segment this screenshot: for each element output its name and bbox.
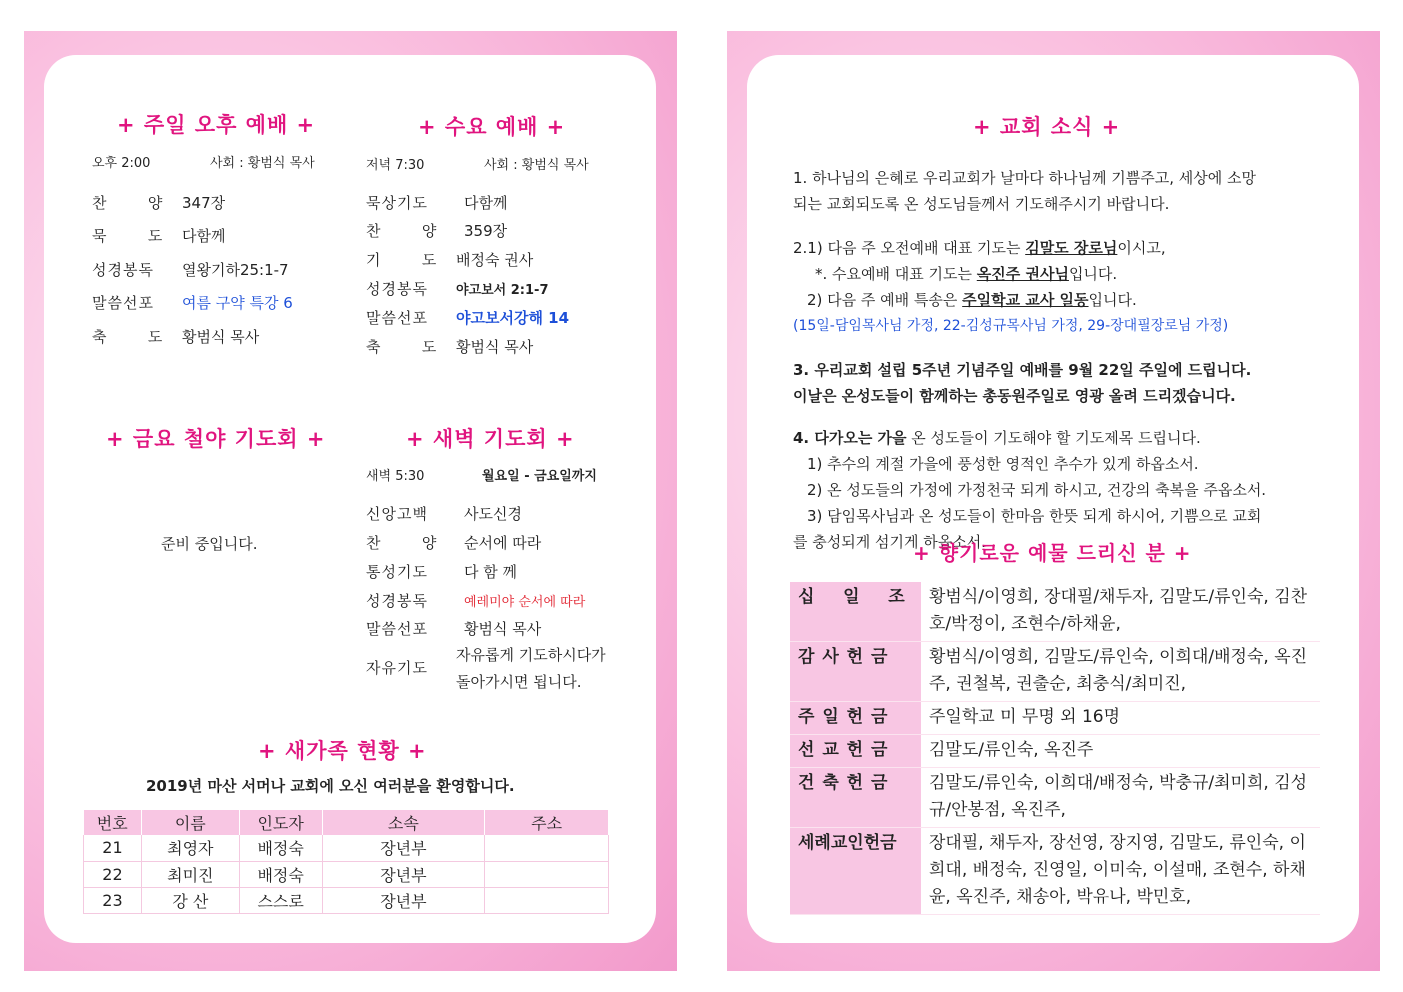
table-row <box>84 835 609 861</box>
table-row <box>790 702 1320 735</box>
sunday-pm-label-1: 찬 양 <box>92 194 164 212</box>
wednesday-value-2: 359장 <box>464 222 508 240</box>
dawn-label-2: 찬 양 <box>366 534 438 552</box>
table-row <box>790 642 1320 702</box>
new-family-title: + 새가족 현황 + <box>258 739 427 763</box>
news-line: 2.1) 다음 주 오전예배 대표 기도는 김말도 장로님이시고, <box>793 239 1166 257</box>
col-header-number: 번호 <box>84 810 142 835</box>
col-header-group: 소속 <box>322 810 485 835</box>
dawn-value-6b: 돌아가시면 됩니다. <box>456 673 582 691</box>
dawn-label-1: 신앙고백 <box>366 505 428 523</box>
offering-label: 선 교 헌 금 <box>790 735 921 768</box>
dawn-value-5: 황범식 목사 <box>464 620 542 638</box>
news-line: 를 충성되게 섬기게 하옵소서. <box>793 533 986 551</box>
dawn-value-2: 순서에 따라 <box>464 534 542 552</box>
cell-group: 장년부 <box>322 861 485 887</box>
dawn-value-1: 사도신경 <box>464 505 522 523</box>
cell-address <box>485 861 609 887</box>
cell-guide: 배정숙 <box>239 835 322 861</box>
news-line: 3) 담임목사님과 온 성도들이 한마음 한뜻 되게 하시어, 기쁨으로 교회 <box>807 507 1262 525</box>
cell-number: 23 <box>84 887 142 913</box>
cell-guide: 스스로 <box>239 887 322 913</box>
offering-label: 주 일 헌 금 <box>790 702 921 735</box>
news-item-4 <box>793 425 1323 555</box>
news-line: 이날은 온성도들이 함께하는 총동원주일로 영광 올려 드리겠습니다. <box>793 387 1236 405</box>
table-row <box>790 582 1320 642</box>
sunday-pm-label-2: 묵 도 <box>92 227 164 245</box>
wednesday-time: 저녁 7:30 <box>366 158 425 173</box>
offering-label: 세례교인헌금 <box>790 828 921 915</box>
dawn-label-6: 자유기도 <box>366 659 428 677</box>
offering-label: 감 사 헌 금 <box>790 642 921 702</box>
friday-note: 준비 중입니다. <box>161 535 258 553</box>
news-item-1 <box>793 165 1323 217</box>
cell-number: 21 <box>84 835 142 861</box>
news-title: + 교회 소식 + <box>973 115 1121 139</box>
dawn-value-3: 다 함 께 <box>464 563 518 581</box>
dawn-days: 월요일 - 금요일까지 <box>482 469 597 484</box>
table-row <box>790 735 1320 768</box>
cell-number: 22 <box>84 861 142 887</box>
cell-guide: 배정숙 <box>239 861 322 887</box>
table-row <box>790 828 1320 915</box>
dawn-label-4: 성경봉독 <box>366 592 428 610</box>
col-header-address: 주소 <box>485 810 609 835</box>
offering-value: 김말도/류인숙, 옥진주 <box>921 735 1320 768</box>
table-header-row <box>84 810 609 835</box>
cell-name: 강 산 <box>141 887 239 913</box>
sunday-pm-label-5: 축 도 <box>92 328 164 346</box>
wednesday-value-5: 야고보서강해 14 <box>456 309 570 327</box>
sunday-pm-value-4: 여름 구약 특강 6 <box>182 294 293 312</box>
sunday-pm-value-2: 다함께 <box>182 227 226 245</box>
wednesday-label-1: 묵상기도 <box>366 194 428 212</box>
news-line: 4. 다가오는 가을 온 성도들이 기도해야 할 기도제목 드립니다. <box>793 429 1201 447</box>
new-family-welcome: 2019년 마산 서머나 교회에 오신 여러분을 환영합니다. <box>146 777 515 795</box>
wednesday-title: + 수요 예배 + <box>418 115 566 139</box>
friday-title: + 금요 철야 기도회 + <box>106 427 326 451</box>
cell-group: 장년부 <box>322 835 485 861</box>
table-row <box>84 861 609 887</box>
dawn-title: + 새벽 기도회 + <box>406 427 575 451</box>
prayer-leader-name: 김말도 장로님 <box>1025 239 1118 257</box>
sunday-pm-value-3: 열왕기하25:1-7 <box>182 261 289 279</box>
wednesday-label-5: 말씀선포 <box>366 309 428 327</box>
news-line: 3. 우리교회 설립 5주년 기념주일 예배를 9월 22일 주일에 드립니다. <box>793 361 1252 379</box>
news-line: 되는 교회되도록 온 성도님들께서 기도해주시기 바랍니다. <box>793 195 1170 213</box>
news-line: 1. 하나님의 은혜로 우리교회가 날마다 하나님께 기쁨주고, 세상에 소망 <box>793 169 1256 187</box>
news-item-3 <box>793 357 1323 409</box>
offering-value: 김말도/류인숙, 이희대/배정숙, 박충규/최미희, 김성규/안봉점, 옥진주, <box>921 768 1320 828</box>
sunday-pm-label-3: 성경봉독 <box>92 261 154 279</box>
wednesday-value-6: 황범식 목사 <box>456 338 534 356</box>
dawn-time: 새벽 5:30 <box>366 469 425 484</box>
dawn-label-3: 통성기도 <box>366 563 428 581</box>
offering-value: 주일학교 미 무명 외 16명 <box>921 702 1320 735</box>
wednesday-label-6: 축 도 <box>366 338 438 356</box>
wednesday-label-4: 성경봉독 <box>366 280 428 298</box>
dawn-value-4: 예레미야 순서에 따라 <box>464 595 586 610</box>
sunday-pm-title: + 주일 오후 예배 + <box>117 113 316 137</box>
wednesday-value-4: 야고보서 2:1-7 <box>456 283 549 298</box>
offering-value: 황범식/이영희, 장대필/채두자, 김말도/류인숙, 김찬호/박정이, 조현수/하채윤, <box>921 582 1320 642</box>
news-line: (15일-담임목사님 가정, 22-김성규목사님 가정, 29-장대필장로님 가정) <box>793 318 1229 334</box>
offering-value: 황범식/이영희, 김말도/류인숙, 이희대/배정숙, 옥진주, 권철복, 권출순, 최충식/최미진, <box>921 642 1320 702</box>
table-row <box>790 768 1320 828</box>
wednesday-value-1: 다함께 <box>464 194 508 212</box>
dawn-label-5: 말씀선포 <box>366 620 428 638</box>
dawn-value-6a: 자유롭게 기도하시다가 <box>456 646 606 664</box>
news-line: 2) 온 성도들의 가정에 가정천국 되게 하시고, 건강의 축복을 주옵소서. <box>807 481 1267 499</box>
offerings-table <box>790 582 1320 915</box>
offering-label: 십 일 조 <box>790 582 921 642</box>
sunday-pm-value-1: 347장 <box>182 194 226 212</box>
news-line: *. 수요예배 대표 기도는 옥진주 권사님입니다. <box>815 265 1118 283</box>
news-line: 2) 다음 주 예배 특송은 주일학교 교사 일동입니다. <box>807 291 1137 309</box>
wednesday-leader: 사회 : 황범식 목사 <box>484 158 589 173</box>
sunday-pm-leader: 사회 : 황범식 목사 <box>210 156 315 171</box>
wednesday-label-2: 찬 양 <box>366 222 438 240</box>
cell-name: 최영자 <box>141 835 239 861</box>
cell-address <box>485 835 609 861</box>
sunday-pm-value-5: 황범식 목사 <box>182 328 260 346</box>
wednesday-value-3: 배정숙 권사 <box>456 251 534 269</box>
cell-address <box>485 887 609 913</box>
cell-group: 장년부 <box>322 887 485 913</box>
wednesday-label-3: 기 도 <box>366 251 438 269</box>
special-song-name: 주일학교 교사 일동 <box>962 291 1089 309</box>
news-line: 1) 추수의 계절 가을에 풍성한 영적인 추수가 있게 하옵소서. <box>807 455 1199 473</box>
cell-name: 최미진 <box>141 861 239 887</box>
offering-value: 장대필, 채두자, 장선영, 장지영, 김말도, 류인숙, 이희대, 배정숙, 진영일, 이미숙, 이설매, 조현수, 하채윤, 옥진주, 채송아, 박유나, 박민호, <box>921 828 1320 915</box>
left-page <box>24 31 677 971</box>
offerings-title: + 향기로운 예물 드리신 분 + <box>913 541 1192 565</box>
sunday-pm-time: 오후 2:00 <box>92 156 151 171</box>
col-header-name: 이름 <box>141 810 239 835</box>
sunday-pm-label-4: 말씀선포 <box>92 294 154 312</box>
right-page <box>727 31 1380 971</box>
col-header-guide: 인도자 <box>239 810 322 835</box>
offering-label: 건 축 헌 금 <box>790 768 921 828</box>
news-item-2 <box>793 235 1323 339</box>
new-family-table <box>83 810 609 914</box>
wed-prayer-name: 옥진주 권사님 <box>976 265 1069 283</box>
table-row <box>84 887 609 913</box>
